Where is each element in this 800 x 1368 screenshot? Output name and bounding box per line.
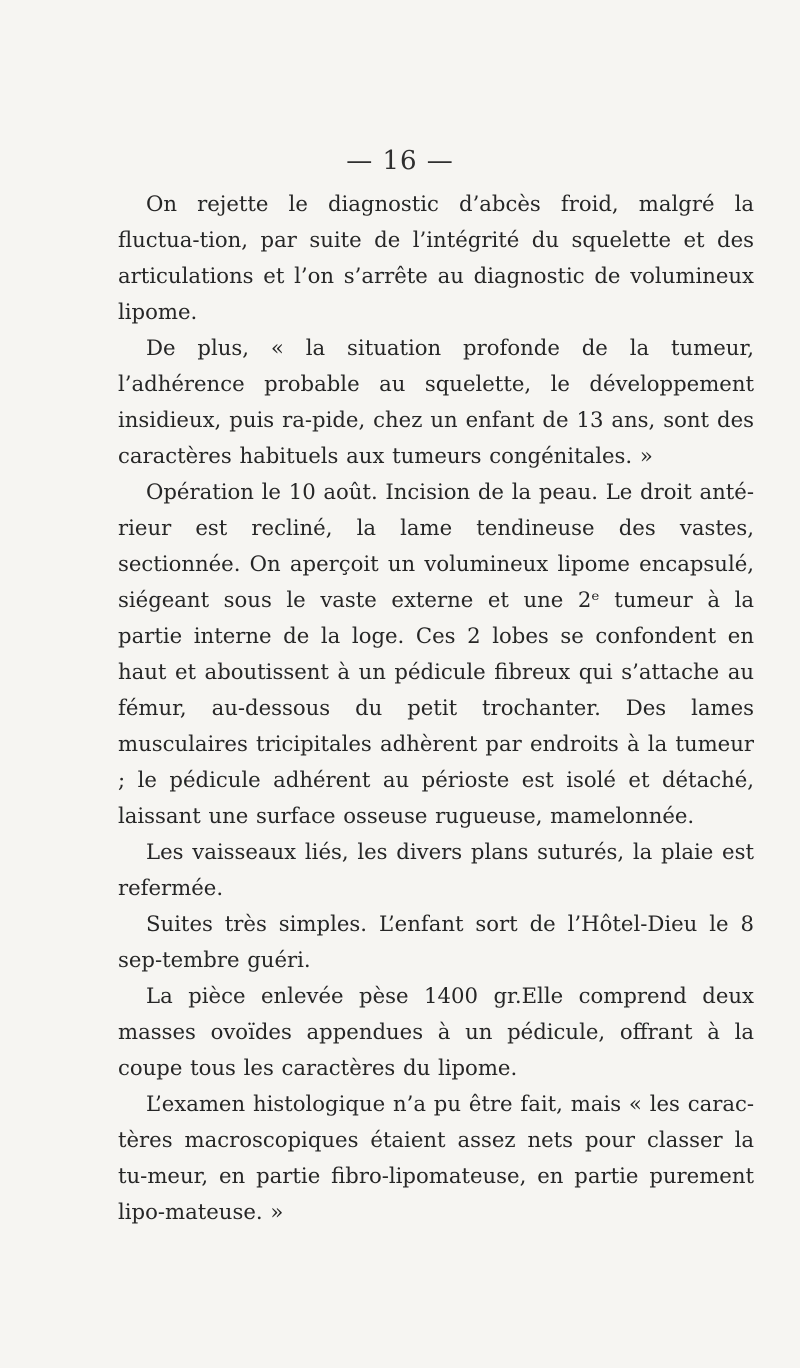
paragraph-6: La pièce enlevée pèse 1400 gr.Elle comprend deux masses ovoïdes appendues à un pédicule, offrant à la coupe tous les caractères du lipome. [118,983,754,1080]
paragraph-4: Les vaisseaux liés, les divers plans suturés, la plaie est refermée. [118,839,754,900]
paragraph-7: L’examen histologique n’a pu être fait, mais « les carac-tères macroscopiques étaient assez nets pour classer la tu-meur, en partie fibro-lipomateuse, en partie purement lipo-mateuse. » [118,1091,754,1224]
body-text [118,186,754,1230]
page-number: — 16 — [346,146,454,176]
paragraph-5: Suites très simples. L’enfant sort de l’Hôtel-Dieu le 8 sep-tembre guéri. [118,911,754,972]
paragraph-2: De plus, « la situation profonde de la tumeur, l’adhérence probable au squelette, le développement insidieux, puis ra-pide, chez un enfant de 13 ans, sont des caractères habituels aux tumeurs congénitales. » [118,335,754,468]
paragraph-3: Opération le 10 août. Incision de la peau. Le droit anté-rieur est recliné, la lame tendineuse des vastes, sectionnée. On aperçoit un volumineux lipome encapsulé, siégeant sous le vaste externe et une 2ᵉ tumeur à la partie interne de la loge. Ces 2 lobes se confondent en haut et aboutissent à un pédicule fibreux qui s’attache au fémur, au-dessous du petit trochanter. Des lames musculaires tricipitales adhèrent par endroits à la tumeur ; le pédicule adhérent au périoste est isolé et détaché, laissant une surface osseuse rugueuse, mamelonnée. [118,479,754,828]
paragraph-1: On rejette le diagnostic d’abcès froid, malgré la fluctua-tion, par suite de l’intégrité du squelette et des articulations et l’on s’arrête au diagnostic de volumineux lipome. [118,191,754,324]
